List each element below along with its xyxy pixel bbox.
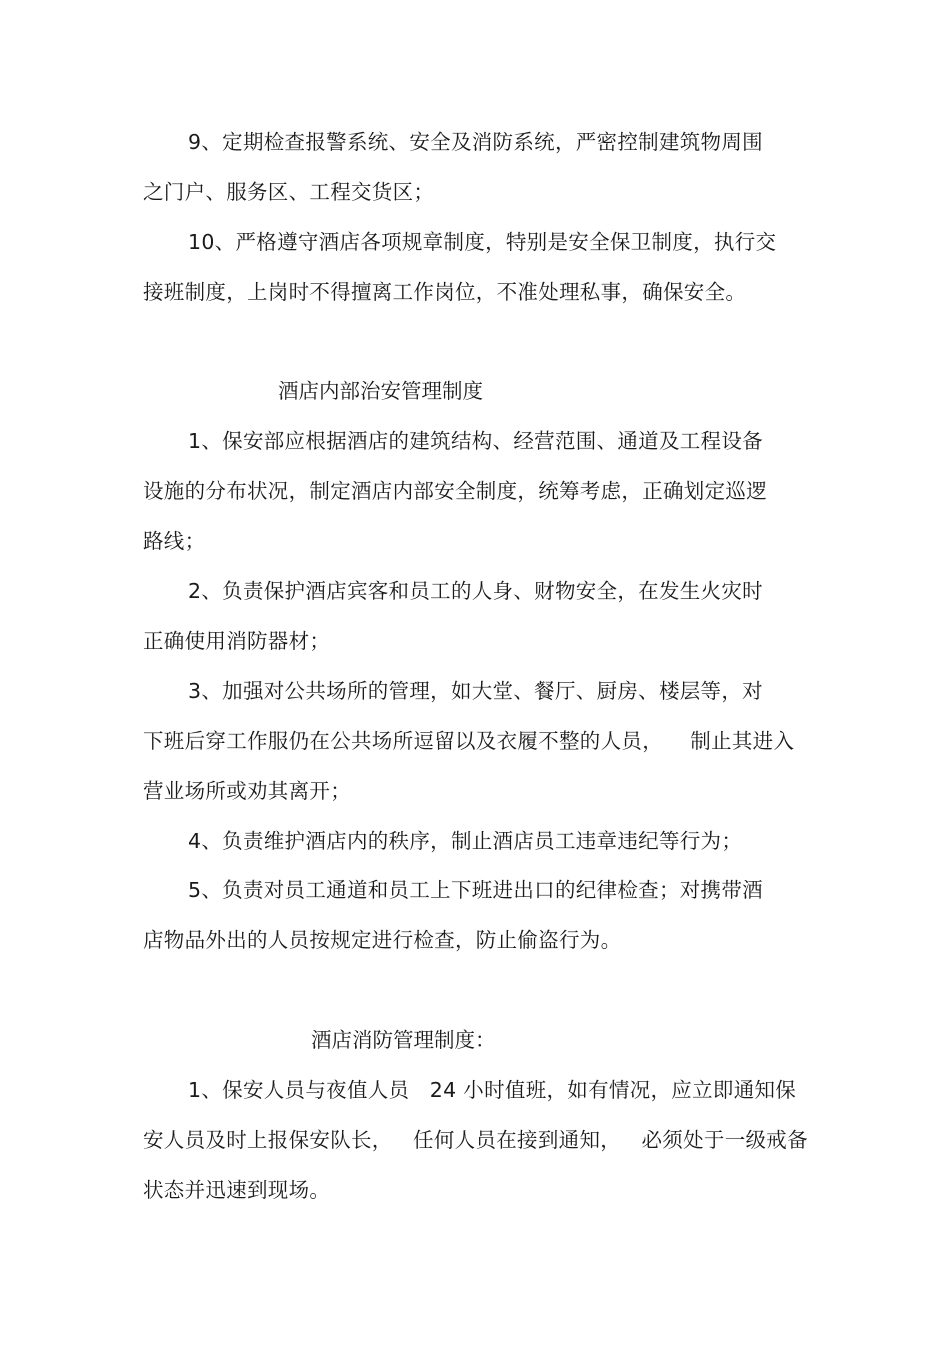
paragraph-line: 9、定期检查报警系统、安全及消防系统，严密控制建筑物周围 [188,130,763,154]
paragraph-line: 营业场所或劝其离开； [143,779,351,803]
section-heading: 酒店消防管理制度： [311,1028,496,1052]
section-heading: 酒店内部治安管理制度 [278,379,483,403]
paragraph-line: 1、保安部应根据酒店的建筑结构、经营范围、通道及工程设备 [188,429,763,453]
paragraph-line: 2、负责保护酒店宾客和员工的人身、财物安全，在发生火灾时 [188,579,763,603]
paragraph-line: 4、负责维护酒店内的秩序，制止酒店员工违章违纪等行为； [188,829,743,853]
paragraph-line: 安人员及时上报保安队长， 任何人员在接到通知， 必须处于一级戒备 [143,1128,808,1152]
paragraph-line: 店物品外出的人员按规定进行检查，防止偷盗行为。 [143,928,622,952]
paragraph-line: 5、负责对员工通道和员工上下班进出口的纪律检查；对携带酒 [188,878,763,902]
paragraph-line: 状态并迅速到现场。 [143,1178,331,1202]
paragraph-line: 10、严格遵守酒店各项规章制度，特别是安全保卫制度，执行交 [188,230,777,254]
paragraph-line: 路线； [143,529,206,553]
paragraph-line: 正确使用消防器材； [143,629,331,653]
paragraph-line: 3、加强对公共场所的管理，如大堂、餐厅、厨房、楼层等，对 [188,679,763,703]
paragraph-line: 1、保安人员与夜值人员 24 小时值班，如有情况，应立即通知保 [188,1078,797,1102]
paragraph-line: 下班后穿工作服仍在公共场所逗留以及衣履不整的人员， 制止其进入 [143,729,795,753]
paragraph-line: 之门户、服务区、工程交货区； [143,180,435,204]
paragraph-line: 接班制度，上岗时不得擅离工作岗位，不准处理私事，确保安全。 [143,280,747,304]
paragraph-line: 设施的分布状况，制定酒店内部安全制度，统筹考虑，正确划定巡逻 [143,479,767,503]
